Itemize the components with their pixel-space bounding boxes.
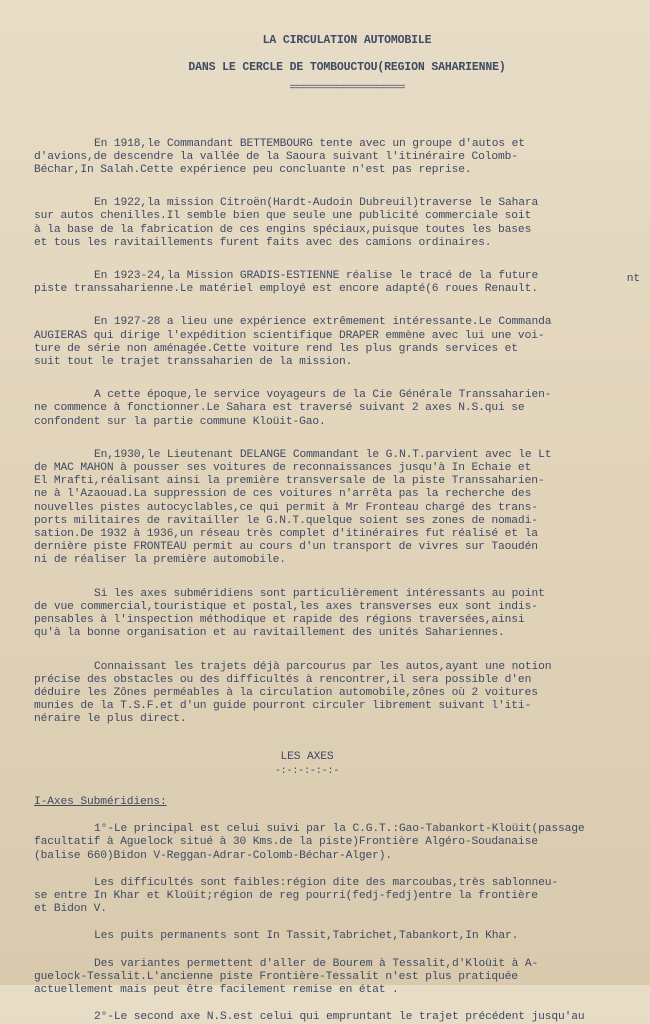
text-line: de MAC MAHON à pousser ses voitures de reconnaissances jusqu'à In Echaie et (34, 462, 532, 475)
text-line: confondent sur la partie commune Kloüit-Gao. (34, 415, 326, 428)
paragraph (34, 138, 620, 178)
text-line: AUGIERAS qui dirige l'expédition scientifique DRAPER emmène avec lui une voi- (34, 329, 545, 342)
text-line: ni de réaliser la première automobile. (34, 554, 286, 567)
text-line: d'avions,de descendre la vallée de la Saoura suivant l'itinéraire Colomb- (34, 150, 518, 163)
title-rule: ======================= (289, 83, 405, 95)
list-item (34, 823, 620, 863)
text-line: sur autos chenilles.Il semble bien que seule une publicité commerciale soit (34, 210, 532, 223)
text-line: ture de série non aménagée.Cette voiture rend les plus grands services et (34, 342, 518, 355)
document-title: LA CIRCULATION AUTOMOBILE (262, 34, 432, 47)
section-rule: -:-:-:-:-:- (274, 765, 340, 777)
text-line: déduire les Zônes perméables à la circulation automobile,zônes où 2 voitures (34, 686, 538, 699)
paragraphs (34, 138, 620, 727)
text-line: qu'à la bonne organisation et au ravitaillement des unités Sahariennes. (34, 627, 505, 640)
text-line: et Bidon V. (34, 903, 107, 916)
text-line: 2°-Le second axe N.S.est celui qui empruntant le trajet précédent jusqu'au (94, 1011, 585, 1024)
text-line: (balise 660)Bidon V-Reggan-Adrar-Colomb-Béchar-Alger). (34, 849, 392, 862)
paragraph (34, 389, 620, 429)
text-line: Les puits permanents sont In Tassit,Tabrichet,Tabankort,In Khar. (94, 930, 519, 943)
text-line: se entre In Khar et Kloüit;région de reg pourri(fedj-fedj)entre la frontière (34, 889, 538, 902)
text-line: En,1930,le Lieutenant DELANGE Commandant le G.N.T.parvient avec le Lt (94, 448, 552, 461)
text-line: suit tout le trajet transsaharien de la mission. (34, 356, 353, 369)
paragraph (34, 270, 620, 296)
text-line: et tous les ravitaillements furent faits avec des camions ordinaires. (34, 236, 492, 249)
text-line: Les difficultés sont faibles:région dite des marcoubas,très sablonneu- (94, 876, 559, 889)
list-item (34, 1011, 620, 1024)
text-line: A cette époque,le service voyageurs de la Cie Générale Transsaharien- (94, 389, 552, 402)
text-line: Connaissant les trajets déjà parcourus par les autos,ayant une notion (94, 660, 552, 673)
paragraph (34, 588, 620, 641)
text-line: El Mrafti,réalisant ainsi la première transversale de la piste Transsaharien- (34, 475, 545, 488)
text-line: précise des obstacles ou des difficultés à rencontrer,il sera possible d'en (34, 673, 532, 686)
text-line: En 1923-24,la Mission GRADIS-ESTIENNE réalise le tracé de la future (94, 270, 539, 283)
paragraph (34, 449, 620, 568)
text-line: dernière piste FRONTEAU permit au cours d'un transport de vivres sur Taoudén (34, 541, 538, 554)
text-line: pensables à l'inspection méthodique et rapide des régions traversées,ainsi (34, 614, 525, 627)
text-line: nouvelles pistes autocyclables,ce qui permit à Mr Fronteau chargé des trans- (34, 501, 538, 514)
text-line: ne commence à fonctionner.Le Sahara est traversé suivant 2 axes N.S.qui se (34, 402, 525, 415)
paragraph (34, 197, 620, 250)
text-line: de vue commercial,touristique et postal,les axes transverses eux sont indis- (34, 600, 538, 613)
text-line: ports militaires de ravitailler le G.N.T.quelque soient ses zones de nomadi- (34, 514, 538, 527)
list-item (34, 958, 620, 998)
text-line: En 1922,la mission Citroën(Hardt-Audoin Dubreuil)traverse le Sahara (94, 197, 539, 210)
paragraph (34, 316, 620, 369)
text-line: En 1918,le Commandant BETTEMBOURG tente avec un groupe d'autos et (94, 137, 525, 150)
paragraph (34, 661, 620, 727)
text-line: sation.De 1932 à 1936,un réseau très complet d'itinéraires fut réalisé et la (34, 528, 538, 541)
text-line: guelock-Tessalit.L'ancienne piste Frontière-Tessalit n'est plus pratiquée (34, 970, 518, 983)
text-line: Si les axes subméridiens sont particulièrement intéressants au point (94, 587, 545, 600)
text-line: piste transsaharienne.Le matériel employé est encore adapté(6 roues Renault. (34, 283, 538, 296)
corner-mark: nt (626, 273, 640, 285)
text-line: Béchar,In Salah.Cette expérience peu concluante n'est pas reprise. (34, 164, 472, 177)
section-title: LES AXES (280, 750, 334, 763)
text-line: actuellement mais peut être facilement remise en état . (34, 983, 399, 996)
text-line: En 1927-28 a lieu une expérience extrêmement intéressante.Le Commanda (94, 316, 552, 329)
text-line: néraire le plus direct. (34, 713, 187, 726)
text-line: 1°-Le principal est celui suivi par la C.G.T.:Gao-Tabankort-Kloüit(passage (94, 823, 585, 836)
text-line: Des variantes permettent d'aller de Bourem à Tessalit,d'Kloüit à A- (94, 957, 539, 970)
text-line: ne à l'Azaouad.La suppression de ces voitures n'arrêta pas la recherche des (34, 488, 532, 501)
subsection-title: I-Axes Subméridiens: (34, 795, 167, 808)
text-line: munies de la T.S.F.et d'un guide pourront circuler librement suivant l'iti- (34, 700, 532, 713)
text-line: à la base de la fabrication de ces engins spéciaux,puisque toutes les bases (34, 223, 532, 236)
list-item (34, 930, 620, 943)
document-subtitle: DANS LE CERCLE DE TOMBOUCTOU(REGION SAHARIENNE) (188, 61, 506, 75)
items (34, 823, 620, 1024)
text-line: facultatif à Aguelock situé à 30 Kms.de la piste)Frontière Algéro-Soudanaise (34, 836, 538, 849)
list-item (34, 877, 620, 917)
